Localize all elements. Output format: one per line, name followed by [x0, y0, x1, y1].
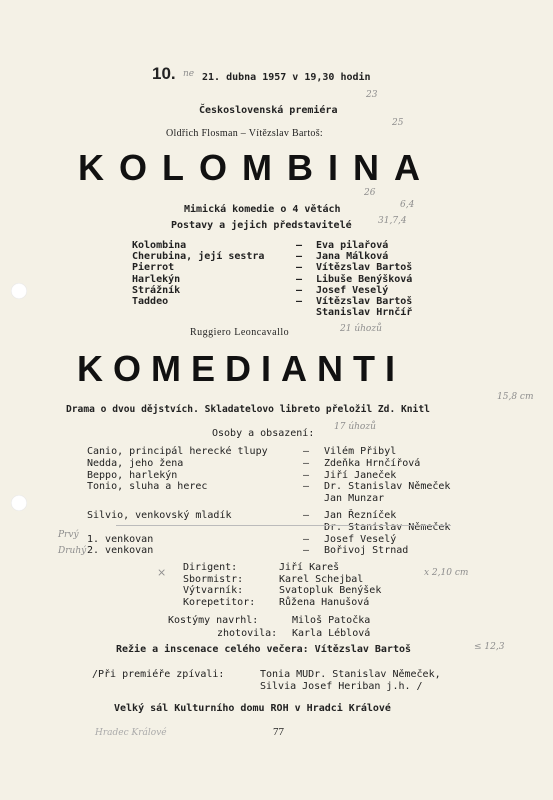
venue-line: Velký sál Kulturního domu ROH v Hradci Králové	[114, 703, 391, 714]
separator-line	[116, 525, 451, 526]
cast-dash: –	[303, 457, 310, 469]
cast-role: Nedda, jeho žena	[87, 457, 184, 469]
pencil-note-a12: ≤ 12,3	[474, 642, 505, 652]
cast-role: Silvio, venkovský mladík	[87, 510, 232, 521]
cast-dash: –	[296, 240, 303, 251]
cast-role: Strážník	[132, 284, 181, 296]
cast-dash: –	[303, 446, 310, 457]
cast-dash: –	[296, 284, 303, 296]
cast-actor: Eva pilařová	[316, 240, 389, 251]
costumes-designed-label: Kostýmy navrhl:	[168, 615, 259, 626]
komedianti-cast-heading: Osoby a obsazení:	[212, 428, 315, 439]
pencil-note-a13: Hradec Králové	[95, 728, 167, 738]
cast-actor: Vítězslav Bartoš	[316, 262, 413, 274]
staff-label: Korepetitor:	[183, 596, 256, 608]
cast-actor: Vítězslav Bartoš	[316, 296, 413, 307]
page-number: 77	[273, 726, 284, 738]
staff-label: Dirigent:	[183, 562, 238, 573]
cast-role: Beppo, harlekýn	[87, 469, 178, 481]
cast-role: Canio, principál herecké tlupy	[87, 446, 268, 457]
cast-dash: –	[303, 545, 310, 557]
staff-name: Jiří Kareš	[279, 562, 340, 573]
cast-role: 2. venkovan	[87, 545, 154, 557]
komedianti-subtitle: Drama o dvou dějstvích. Skladatelovo libreto přeložil Zd. Knitl	[66, 404, 430, 415]
kolombina-subtitle: Mimická komedie o 4 větách	[184, 204, 341, 215]
cast-dash: –	[303, 510, 310, 521]
cast-role: Taddeo	[132, 296, 169, 307]
cast-actor: Dr. Stanislav Němeček	[324, 481, 451, 493]
pencil-note-a7: 15,8 cm	[497, 392, 534, 402]
cast-actor: Jan Munzar	[324, 493, 385, 505]
title-komedianti: KOMEDIANTI	[77, 348, 405, 389]
cast-actor: Jan Řezníček	[324, 510, 397, 521]
cast-dash: –	[303, 469, 310, 481]
cast-role: Cherubina, její sestra	[132, 251, 265, 263]
premiere-singers-line1: Tonia MUDr. Stanislav Němeček,	[260, 669, 441, 680]
pencil-note-a6: 21 úhozů	[340, 324, 382, 334]
cast-dash: –	[303, 533, 310, 545]
cast-role: 1. venkovan	[87, 533, 154, 545]
cast-actor: Zdeňka Hrnčířová	[324, 457, 421, 469]
pencil-note-a4: 6,4	[400, 200, 415, 210]
cast-actor: Dr. Stanislav Němeček	[324, 521, 451, 533]
cast-dash: –	[296, 262, 303, 274]
cast-actor: Josef Veselý	[324, 533, 397, 545]
cast-actor: Libuše Benýšková	[316, 273, 413, 285]
cast-actor: Josef Veselý	[316, 284, 389, 296]
pencil-note-x-left: ×	[157, 566, 167, 579]
cast-dash: –	[303, 481, 310, 493]
staff-name: Svatopluk Benýšek	[279, 585, 382, 596]
date-line: 21. dubna 1957 v 19,30 hodin	[202, 72, 371, 83]
pencil-note-a5: 31,7,4	[378, 216, 407, 226]
kolombina-cast-heading: Postavy a jejich představitelé	[171, 220, 352, 231]
komedianti-author: Ruggiero Leoncavallo	[190, 327, 290, 338]
cast-role: Kolombina	[132, 240, 187, 251]
premiere-line: Československá premiéra	[199, 105, 338, 116]
pencil-note-a10: Druhý	[58, 546, 87, 556]
cast-actor: Stanislav Hrnčíř	[316, 307, 413, 319]
premiere-singers-line2: Silvia Josef Heriban j.h. /	[260, 681, 423, 692]
premiere-singers-label: /Při premiéře zpívali:	[92, 669, 225, 680]
punch-hole-bottom	[11, 495, 27, 511]
cast-role: Pierrot	[132, 262, 175, 274]
punch-hole-top	[11, 283, 27, 299]
cast-dash: –	[296, 296, 303, 307]
pencil-note-a9: Prvý	[58, 530, 79, 540]
title-kolombina: KOLOMBINA	[78, 147, 435, 188]
cast-actor: Jana Málková	[316, 251, 389, 263]
cast-actor: Jiří Janeček	[324, 469, 397, 481]
costumes-designed-name: Miloš Patočka	[292, 615, 371, 626]
pencil-note-a3: 26	[364, 188, 376, 198]
pencil-note-a2: 25	[392, 118, 404, 128]
cast-role: Tonio, sluha a herec	[87, 481, 208, 493]
staff-label: Sbormistr:	[183, 573, 244, 585]
date-prefix-handwritten: ne	[183, 69, 195, 79]
pencil-note-a1: 23	[366, 90, 378, 100]
pencil-note-a8: 17 úhozů	[334, 422, 376, 432]
authors-line: Oldřich Flosman – Vítězslav Bartoš:	[166, 128, 323, 139]
pencil-note-a11: x 2,10 cm	[424, 568, 469, 578]
program-number: 10.	[152, 64, 176, 83]
staff-name: Karel Schejbal	[279, 573, 364, 585]
cast-dash: –	[296, 251, 303, 263]
costumes-made-label: zhotovila:	[217, 628, 278, 639]
cast-actor: Bořivoj Strnad	[324, 545, 409, 557]
cast-actor: Vilém Přibyl	[324, 446, 397, 457]
staff-name: Růžena Hanušová	[279, 596, 370, 608]
cast-role: Harlekýn	[132, 273, 181, 285]
staff-label: Výtvarník:	[183, 585, 244, 596]
cast-dash: –	[296, 273, 303, 285]
direction-line: Režie a inscenace celého večera: Vítězslav Bartoš	[116, 644, 412, 655]
costumes-made-name: Karla Léblová	[292, 628, 371, 639]
